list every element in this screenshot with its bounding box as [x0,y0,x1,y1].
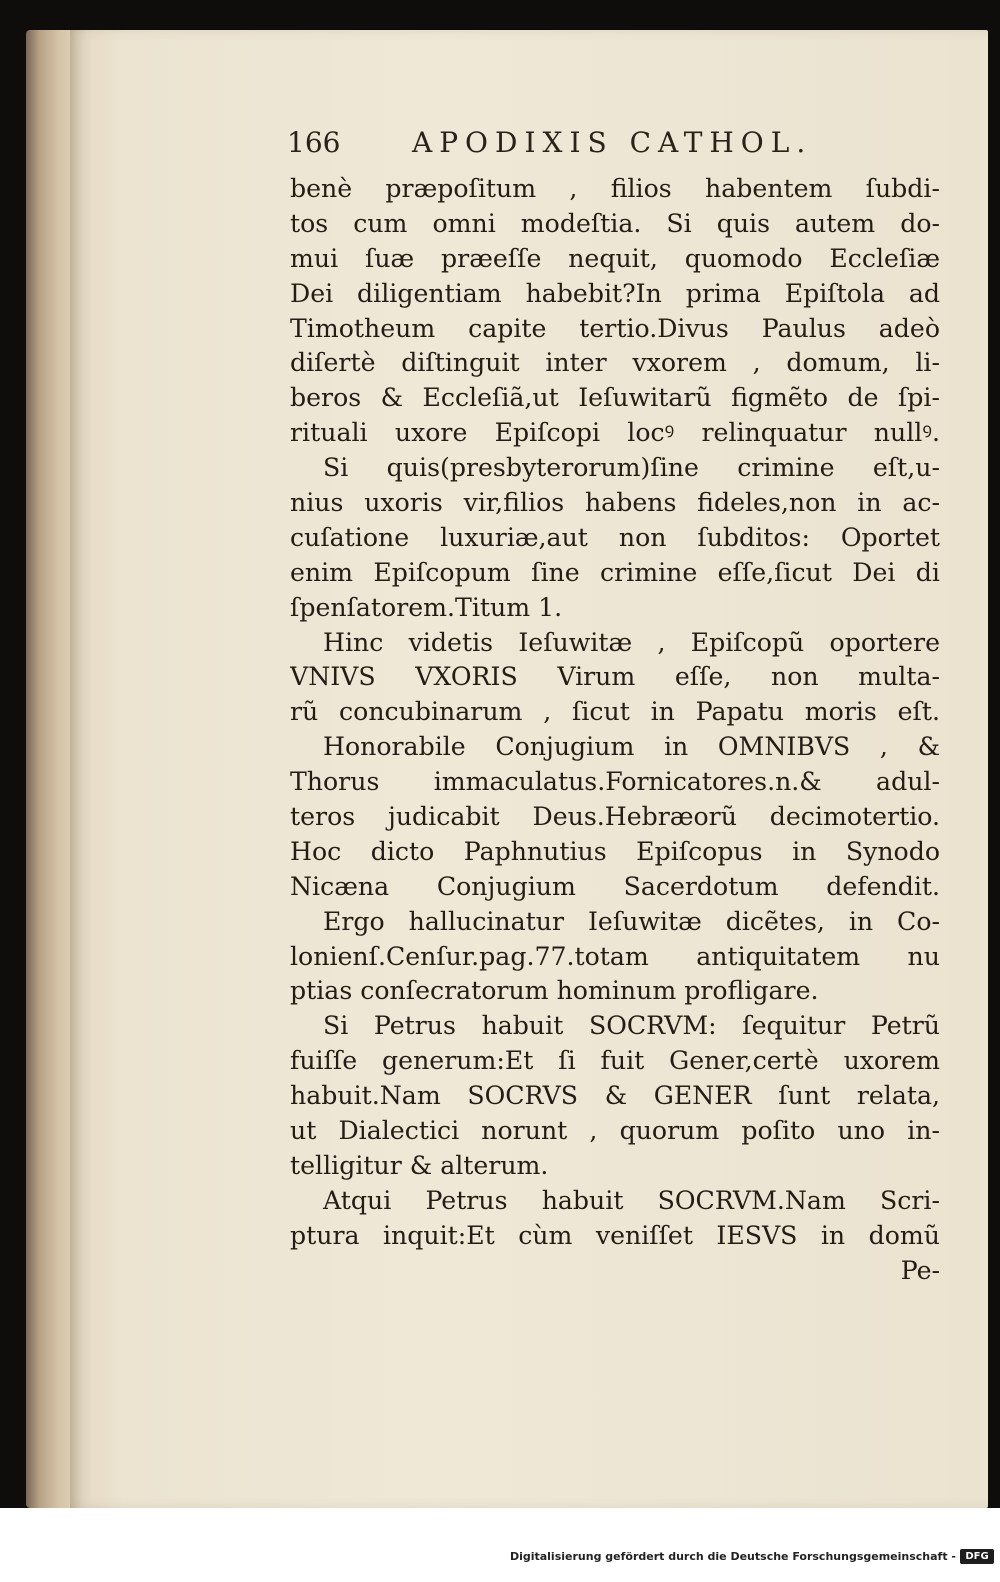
text-line: fuiſſe generum:Et ſi fuit Gener,certè uxorem [290,1046,940,1076]
text-line: VNIVS VXORIS Virum eſſe, non multa- [290,662,940,692]
text-line: Thorus immaculatus.Fornicatores.n.& adul- [290,767,940,797]
text-line: ut Dialectici norunt , quorum poſito uno in- [290,1116,940,1146]
text-line: Si Petrus habuit SOCRVM: ſequitur Petrũ [323,1011,940,1041]
text-line: rũ concubinarum , ſicut in Papatu moris eſt. [290,697,940,727]
running-head: APODIXIS CATHOL. [412,126,813,159]
footer-credit: Digitalisierung gefördert durch die Deutsche Forschungsgemeinschaft - [509,1550,956,1563]
text-line: Hinc videtis Ieſuwitæ , Epiſcopũ oportere [323,627,940,657]
text-line: lonienſ.Cenſur.pag.77.totam antiquitatem nu [290,941,940,971]
text-line: benè præpoſitum , filios habentem ſubdi- [290,174,940,203]
text-line: habuit.Nam SOCRVS & GENER ſunt relata, [290,1081,940,1111]
text-line: enim Epiſcopum ſine crimine eſſe,ſicut Dei di [290,557,940,587]
text-line: Ergo hallucinatur Ieſuwitæ dicẽtes, in Co- [323,906,940,936]
text-line: Atqui Petrus habuit SOCRVM.Nam Scri- [323,1185,940,1215]
text-line: Timotheum capite tertio.Divus Paulus adeò [290,313,940,343]
text-line: ptura inquit:Et cùm veniſſet IESVS in domũ [290,1220,940,1250]
text-line: ptias conſecratorum hominum profligare. [290,976,819,1006]
body-text [290,172,940,1289]
dfg-logo: DFG [960,1549,994,1564]
text-line: Si quis(presbyterorum)ſine crimine eſt,u- [323,453,940,483]
text-line: nius uxoris vir,filios habens fideles,non in ac- [290,488,940,518]
text-line: rituali uxore Epiſcopi locꝰ relinquatur nullꝰ. [290,418,940,448]
text-line: Dei diligentiam habebit?In prima Epiſtola ad [290,278,940,308]
text-line: mui ſuæ præeſſe nequit, quomodo Eccleſiæ [290,243,940,273]
text-line: ſpenſatorem.Titum 1. [290,592,563,622]
text-line: Hoc dicto Paphnutius Epiſcopus in Synodo [290,836,940,866]
text-line: teros judicabit Deus.Hebræorũ decimotertio. [290,802,940,832]
text-line: beros & Eccleſiã,ut Ieſuwitarũ figmẽto de ſpi- [290,383,940,413]
footer-bar [0,1508,1000,1582]
text-line: diſertè diſtinguit inter vxorem , domum, li- [290,348,940,378]
page-number: 166 [287,126,341,159]
text-line: Nicæna Conjugium Sacerdotum defendit. [290,871,940,901]
catchword: Pe- [900,1255,940,1285]
text-line: telligitur & alterum. [290,1150,549,1180]
text-line: tos cum omni modeſtia. Si quis autem do- [290,208,940,238]
text-line: cuſatione luxuriæ,aut non ſubditos: Oportet [290,522,940,552]
text-line: Honorabile Conjugium in OMNIBVS , & [323,732,940,762]
page-header [287,126,847,170]
